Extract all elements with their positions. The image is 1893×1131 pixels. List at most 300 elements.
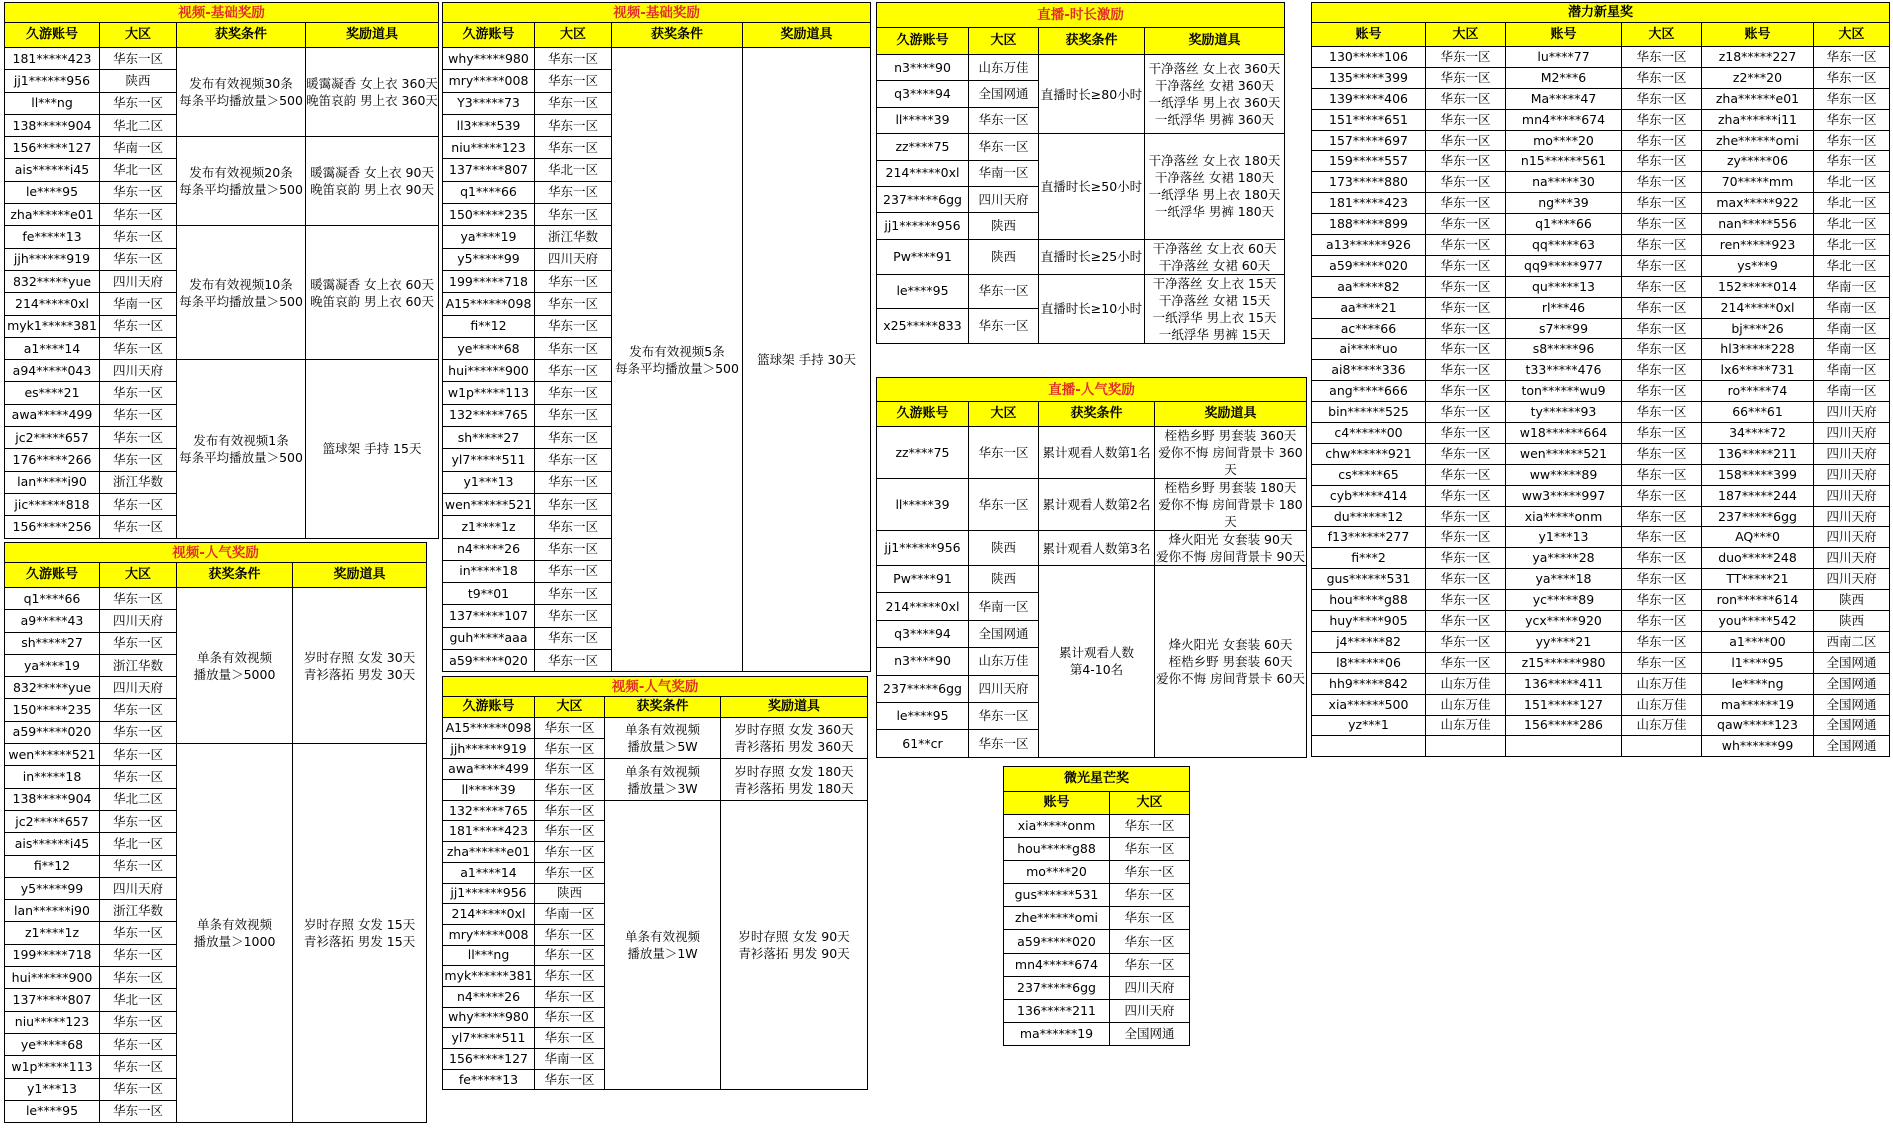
account-cell: l8******06	[1312, 652, 1426, 673]
region-cell: 华东一区	[100, 766, 177, 788]
account-cell: cs*****65	[1312, 464, 1426, 485]
account-cell: ais******i45	[5, 159, 100, 181]
region-cell: 华东一区	[100, 449, 177, 471]
reward-cell: 烽火阳光 女套装 60天 桎梏乡野 男套装 60天 爱你不悔 房间背景卡 60天	[1155, 566, 1307, 758]
region-cell: 华东一区	[535, 1028, 605, 1049]
account-cell: zy*****06	[1702, 151, 1814, 172]
region-cell: 华东一区	[1426, 214, 1506, 235]
region-cell	[1426, 736, 1506, 757]
region-cell: 华东一区	[100, 810, 177, 832]
account-cell: hou*****g88	[1312, 590, 1426, 611]
region-cell: 华东一区	[1622, 88, 1702, 109]
region-cell: 华东一区	[100, 1033, 177, 1055]
region-cell: 华东一区	[100, 1056, 177, 1078]
account-cell: jjh******919	[443, 738, 535, 759]
account-cell: 150*****235	[5, 699, 100, 721]
region-cell: 华东一区	[969, 107, 1039, 133]
reward-cell: 烽火阳光 女套装 90天 爱你不悔 房间背景卡 90天	[1156, 532, 1305, 564]
region-cell: 华东一区	[1622, 506, 1702, 527]
col-header-region: 大区	[1426, 23, 1506, 47]
condition-cell: 直播时长≥10小时	[1039, 274, 1145, 343]
region-cell: 华东一区	[535, 137, 612, 159]
account-cell: x25*****833	[877, 309, 969, 344]
account-cell: hui******900	[5, 967, 100, 989]
col-header-condition: 获奖条件	[612, 23, 743, 48]
region-cell: 华东一区	[100, 967, 177, 989]
account-cell: mo****20	[1004, 861, 1110, 884]
account-cell: 137*****807	[5, 989, 100, 1011]
account-cell: c4******00	[1312, 423, 1426, 444]
account-cell: in*****18	[5, 766, 100, 788]
reward-cell: 暖霭凝香 女上衣 90天 晚笛哀韵 男上衣 90天	[306, 137, 439, 226]
account-cell: aa****21	[1312, 297, 1426, 318]
col-header-account: 久游账号	[443, 697, 535, 718]
region-cell: 华东一区	[100, 337, 177, 359]
region-cell: 华东一区	[100, 382, 177, 404]
region-cell: 华东一区	[1426, 109, 1506, 130]
account-cell: hh9*****842	[1312, 673, 1426, 694]
condition-cell: 发布有效视频30条 每条平均播放量＞500	[177, 48, 306, 137]
table-row	[877, 134, 1285, 160]
region-cell: 华东一区	[1426, 631, 1506, 652]
region-cell: 华东一区	[100, 944, 177, 966]
col-header-reward: 奖励道具	[721, 697, 868, 718]
region-cell: 四川天府	[100, 610, 177, 632]
reward-cell: 岁时存照 女发 360天 青衫落拓 男发 360天	[721, 718, 868, 759]
award-table	[1311, 2, 1890, 757]
account-cell: A15******098	[443, 718, 535, 739]
region-cell: 华东一区	[1814, 67, 1890, 88]
region-cell: 华东一区	[1110, 884, 1190, 907]
region-cell: 华东一区	[1622, 569, 1702, 590]
table-row	[1312, 527, 1890, 548]
account-cell: why*****980	[443, 1007, 535, 1028]
account-cell: hou*****g88	[1004, 838, 1110, 861]
table-row	[877, 531, 1307, 566]
table-row	[1004, 838, 1190, 861]
account-cell: zz****75	[877, 427, 969, 479]
reward-cell: 桎梏乡野 男套装 180天 爱你不悔 房间背景卡 180天	[1155, 479, 1307, 531]
reward-cell: 桎梏乡野 男套装 360天 爱你不悔 房间背景卡 360天	[1155, 427, 1307, 479]
account-cell: ai8*****336	[1312, 360, 1426, 381]
region-cell: 四川天府	[100, 270, 177, 292]
region-cell: 华东一区	[535, 583, 612, 605]
account-cell: qaw*****123	[1702, 715, 1814, 736]
region-cell: 华东一区	[1622, 109, 1702, 130]
region-cell: 山东万佳	[969, 648, 1039, 675]
account-cell: zha******e01	[5, 204, 100, 226]
reward-cell: 岁时存照 女发 15天 青衫落拓 男发 15天	[293, 744, 427, 1123]
account-cell: z18*****227	[1702, 47, 1814, 68]
account-cell: 188*****899	[1312, 214, 1426, 235]
account-cell: 138*****904	[5, 114, 100, 136]
region-cell: 四川天府	[100, 677, 177, 699]
region-cell: 华东一区	[100, 855, 177, 877]
account-cell: zha******i11	[1702, 109, 1814, 130]
table-row	[1004, 907, 1190, 930]
condition-cell: 直播时长≥80小时	[1039, 55, 1145, 134]
account-cell: a59*****020	[5, 721, 100, 743]
region-cell: 四川天府	[1814, 402, 1890, 423]
table-row	[1312, 464, 1890, 485]
region-cell: 华东一区	[1426, 67, 1506, 88]
account-cell: 181*****423	[1312, 193, 1426, 214]
account-cell: fi**12	[5, 855, 100, 877]
award-table	[1003, 766, 1190, 1046]
account-cell: Pw****91	[877, 239, 969, 274]
region-cell: 华东一区	[535, 924, 605, 945]
region-cell: 华东一区	[1622, 381, 1702, 402]
region-cell: 华东一区	[100, 315, 177, 337]
region-cell: 华东一区	[535, 471, 612, 493]
region-cell: 华东一区	[1622, 485, 1702, 506]
account-cell: y5*****99	[443, 248, 535, 270]
account-cell: w1p*****113	[443, 382, 535, 404]
region-cell: 四川天府	[1110, 999, 1190, 1022]
col-header-reward: 奖励道具	[306, 23, 439, 48]
col-header-region: 大区	[969, 402, 1039, 427]
table-row	[443, 759, 868, 780]
account-cell: na*****30	[1506, 172, 1622, 193]
account-cell: le****95	[5, 181, 100, 203]
account-cell: in*****18	[443, 560, 535, 582]
table-row	[1004, 953, 1190, 976]
table-row	[1312, 590, 1890, 611]
account-cell: TT*****21	[1702, 569, 1814, 590]
account-cell: fi***2	[1312, 548, 1426, 569]
region-cell: 华东一区	[1426, 360, 1506, 381]
account-cell: 136*****211	[1702, 443, 1814, 464]
table-row	[877, 479, 1307, 531]
col-header-account: 账号	[1312, 23, 1426, 47]
account-cell: jj1******956	[877, 531, 969, 566]
glimmer-star-award-table	[1003, 766, 1189, 1046]
account-cell: y1***13	[5, 1078, 100, 1100]
account-cell: n3****90	[877, 648, 969, 675]
account-cell: ma******19	[1702, 694, 1814, 715]
region-cell: 陕西	[535, 883, 605, 904]
account-cell: a59*****020	[1312, 255, 1426, 276]
table-row	[1312, 673, 1890, 694]
region-cell: 华北一区	[100, 833, 177, 855]
account-cell: wen******521	[1506, 443, 1622, 464]
account-cell: a1****00	[1702, 631, 1814, 652]
potential-star-award-table	[1311, 2, 1889, 757]
region-cell: 四川天府	[1814, 464, 1890, 485]
account-cell: 159*****557	[1312, 151, 1426, 172]
video-popularity-reward-table-left	[4, 542, 426, 1123]
account-cell: a1****14	[443, 862, 535, 883]
table-title: 微光星芒奖	[1004, 767, 1190, 792]
region-cell: 华东一区	[535, 293, 612, 315]
region-cell: 华东一区	[1426, 381, 1506, 402]
region-cell: 四川天府	[969, 675, 1039, 702]
account-cell: AQ***0	[1702, 527, 1814, 548]
account-cell: 150*****235	[443, 204, 535, 226]
col-header-account: 久游账号	[5, 23, 100, 48]
region-cell: 华南一区	[1814, 339, 1890, 360]
reward-table	[876, 377, 1307, 758]
live-popularity-reward-table	[876, 377, 1306, 758]
account-cell: xia*****onm	[1506, 506, 1622, 527]
account-cell: 130*****106	[1312, 47, 1426, 68]
region-cell: 华东一区	[100, 1011, 177, 1033]
table-row	[1312, 360, 1890, 381]
account-cell: z1****1z	[5, 922, 100, 944]
region-cell: 华东一区	[1426, 652, 1506, 673]
region-cell: 华东一区	[100, 204, 177, 226]
region-cell: 华东一区	[1426, 339, 1506, 360]
region-cell: 华东一区	[1622, 214, 1702, 235]
table-row	[5, 48, 439, 70]
account-cell: 173*****880	[1312, 172, 1426, 193]
col-header-reward: 奖励道具	[1155, 402, 1307, 427]
account-cell: le****95	[5, 1100, 100, 1122]
col-header-region: 大区	[1622, 23, 1702, 47]
account-cell: jj1******956	[443, 883, 535, 904]
region-cell: 四川天府	[1814, 527, 1890, 548]
col-header-region: 大区	[969, 28, 1039, 55]
account-cell: 158*****399	[1702, 464, 1814, 485]
region-cell: 华东一区	[969, 702, 1039, 729]
account-cell: 199*****718	[5, 944, 100, 966]
region-cell: 华东一区	[1814, 130, 1890, 151]
live-duration-reward-table	[876, 2, 1284, 344]
region-cell: 华东一区	[1426, 235, 1506, 256]
region-cell: 华东一区	[535, 493, 612, 515]
account-cell: 136*****211	[1004, 999, 1110, 1022]
account-cell: 156*****127	[443, 1049, 535, 1070]
region-cell: 华东一区	[535, 48, 612, 70]
account-cell: jc2*****657	[5, 810, 100, 832]
region-cell: 华南一区	[1814, 276, 1890, 297]
account-cell: niu*****123	[5, 1011, 100, 1033]
region-cell: 华东一区	[1110, 838, 1190, 861]
region-cell: 华南一区	[535, 904, 605, 925]
region-cell: 华东一区	[100, 699, 177, 721]
account-cell: 135*****399	[1312, 67, 1426, 88]
table-title: 直播-时长激励	[877, 3, 1285, 28]
region-cell: 华东一区	[535, 842, 605, 863]
account-cell: ron******614	[1702, 590, 1814, 611]
region-cell: 四川天府	[1814, 443, 1890, 464]
table-row	[1312, 569, 1890, 590]
region-cell: 全国网通	[1110, 1022, 1190, 1045]
account-cell: 214*****0xl	[877, 160, 969, 186]
region-cell: 华东一区	[1622, 276, 1702, 297]
account-cell: n3****90	[877, 55, 969, 81]
account-cell: 156*****127	[5, 137, 100, 159]
account-cell: q1****66	[443, 181, 535, 203]
region-cell: 华东一区	[1622, 590, 1702, 611]
region-cell: 华东一区	[535, 516, 612, 538]
account-cell: ll*****39	[877, 479, 969, 531]
col-header-condition: 获奖条件	[177, 563, 293, 588]
condition-cell: 单条有效视频 播放量＞5W	[605, 718, 721, 759]
table-row	[5, 744, 427, 766]
region-cell: 华东一区	[1110, 953, 1190, 976]
region-cell: 华东一区	[535, 114, 612, 136]
reward-table	[4, 2, 439, 539]
region-cell: 华东一区	[1426, 527, 1506, 548]
reward-table	[876, 2, 1285, 344]
region-cell: 华东一区	[1426, 47, 1506, 68]
account-cell: j4******82	[1312, 631, 1426, 652]
account-cell: lan*****i90	[5, 471, 100, 493]
account-cell: z15******980	[1506, 652, 1622, 673]
condition-cell: 累计观看人数第3名	[1039, 531, 1155, 566]
account-cell: es****21	[5, 382, 100, 404]
table-row	[1312, 736, 1890, 757]
video-popularity-reward-table-middle	[442, 676, 867, 1090]
account-cell: 187*****244	[1702, 485, 1814, 506]
account-cell: max*****922	[1702, 193, 1814, 214]
region-cell: 华东一区	[1426, 276, 1506, 297]
region-cell: 华东一区	[535, 449, 612, 471]
region-cell: 华东一区	[100, 632, 177, 654]
account-cell: a59*****020	[443, 650, 535, 672]
region-cell: 华北二区	[100, 114, 177, 136]
account-cell: awa*****499	[5, 404, 100, 426]
region-cell: 华东一区	[535, 337, 612, 359]
account-cell: 237*****6gg	[877, 186, 969, 212]
account-cell: 66***61	[1702, 402, 1814, 423]
account-cell: hui******900	[443, 360, 535, 382]
region-cell: 华东一区	[100, 92, 177, 114]
table-row	[5, 137, 439, 159]
region-cell: 山东万佳	[1426, 715, 1506, 736]
account-cell: y5*****99	[5, 877, 100, 899]
reward-cell: 干净落丝 女上衣 60天 干净落丝 女裙 60天	[1145, 239, 1285, 274]
reward-cell: 暖霭凝香 女上衣 60天 晚笛哀韵 男上衣 60天	[306, 226, 439, 360]
region-cell: 华东一区	[1622, 611, 1702, 632]
condition-cell: 直播时长≥25小时	[1039, 239, 1145, 274]
col-header-region: 大区	[1814, 23, 1890, 47]
account-cell: ac****66	[1312, 318, 1426, 339]
region-cell: 华东一区	[1110, 907, 1190, 930]
table-row	[1312, 88, 1890, 109]
account-cell: y1***13	[1506, 527, 1622, 548]
region-cell: 四川天府	[1814, 423, 1890, 444]
condition-cell: 直播时长≥50小时	[1039, 134, 1145, 240]
reward-table	[4, 542, 427, 1123]
account-cell: jjh******919	[5, 248, 100, 270]
account-cell: w18******664	[1506, 423, 1622, 444]
region-cell: 华东一区	[1426, 255, 1506, 276]
region-cell: 华东一区	[100, 493, 177, 515]
account-cell: qq*****63	[1506, 235, 1622, 256]
region-cell: 华东一区	[100, 516, 177, 538]
condition-cell: 累计观看人数第2名	[1039, 479, 1155, 531]
region-cell: 华东一区	[100, 1078, 177, 1100]
region-cell: 华东一区	[535, 1069, 605, 1090]
col-header-region: 大区	[535, 23, 612, 48]
region-cell: 山东万佳	[1426, 673, 1506, 694]
account-cell: 61**cr	[877, 730, 969, 757]
table-row	[1312, 109, 1890, 130]
region-cell: 华东一区	[1622, 130, 1702, 151]
region-cell: 华东一区	[1814, 47, 1890, 68]
region-cell: 四川天府	[535, 248, 612, 270]
account-cell: ro*****74	[1702, 381, 1814, 402]
table-row	[1312, 423, 1890, 444]
region-cell: 华东一区	[1622, 235, 1702, 256]
table-row	[1312, 611, 1890, 632]
region-cell: 华东一区	[100, 588, 177, 610]
region-cell: 华北一区	[1814, 255, 1890, 276]
region-cell: 华东一区	[1622, 318, 1702, 339]
account-cell: ye*****68	[5, 1033, 100, 1055]
col-header-condition: 获奖条件	[177, 23, 306, 48]
table-row	[1004, 999, 1190, 1022]
account-cell: guh*****aaa	[443, 627, 535, 649]
table-row	[1312, 47, 1890, 68]
region-cell: 四川天府	[1814, 485, 1890, 506]
account-cell: 137*****807	[443, 159, 535, 181]
region-cell: 全国网通	[1814, 715, 1890, 736]
region-cell: 华南一区	[100, 137, 177, 159]
region-cell: 华东一区	[535, 966, 605, 987]
region-cell: 四川天府	[1110, 976, 1190, 999]
table-row	[1312, 67, 1890, 88]
condition-cell: 单条有效视频 播放量＞1W	[605, 800, 721, 1090]
region-cell: 华东一区	[535, 360, 612, 382]
col-header-condition: 获奖条件	[1039, 402, 1155, 427]
reward-cell: 干净落丝 女上衣 15天 干净落丝 女裙 15天 一纸浮华 男上衣 15天 一纸浮华 男裤 15天	[1145, 274, 1285, 343]
account-cell: 214*****0xl	[877, 593, 969, 620]
col-header-reward: 奖励道具	[293, 563, 427, 588]
table-row	[1004, 930, 1190, 953]
table-row	[1004, 1022, 1190, 1045]
region-cell: 华东一区	[1814, 109, 1890, 130]
region-cell: 华东一区	[1426, 569, 1506, 590]
region-cell: 华北一区	[1814, 193, 1890, 214]
region-cell: 华东一区	[1622, 443, 1702, 464]
account-cell: 157*****697	[1312, 130, 1426, 151]
account-cell: t9**01	[443, 583, 535, 605]
region-cell: 华北一区	[1814, 214, 1890, 235]
region-cell: 全国网通	[1814, 694, 1890, 715]
account-cell: awa*****499	[443, 759, 535, 780]
region-cell: 华南一区	[535, 1049, 605, 1070]
col-header-account: 久游账号	[877, 402, 969, 427]
region-cell: 华东一区	[969, 134, 1039, 160]
table-row	[5, 226, 439, 248]
region-cell: 华东一区	[535, 605, 612, 627]
col-header-reward: 奖励道具	[743, 23, 871, 48]
account-cell: niu*****123	[443, 137, 535, 159]
account-cell: fi**12	[443, 315, 535, 337]
region-cell: 华东一区	[1622, 652, 1702, 673]
region-cell: 华东一区	[100, 1100, 177, 1122]
account-cell: ys***9	[1702, 255, 1814, 276]
account-cell: ww3*****997	[1506, 485, 1622, 506]
reward-cell: 篮球架 手持 30天	[743, 48, 871, 672]
account-cell: zz****75	[877, 134, 969, 160]
account-cell: s7***99	[1506, 318, 1622, 339]
account-cell: 832*****yue	[5, 270, 100, 292]
account-cell: le****ng	[1702, 673, 1814, 694]
account-cell: lx6*****731	[1702, 360, 1814, 381]
account-cell: 137*****107	[443, 605, 535, 627]
table-row	[1312, 255, 1890, 276]
account-cell: yz***1	[1312, 715, 1426, 736]
region-cell: 华东一区	[535, 382, 612, 404]
account-cell: 132*****765	[443, 404, 535, 426]
region-cell: 华东一区	[535, 181, 612, 203]
region-cell: 华南一区	[100, 293, 177, 315]
account-cell: 138*****904	[5, 788, 100, 810]
